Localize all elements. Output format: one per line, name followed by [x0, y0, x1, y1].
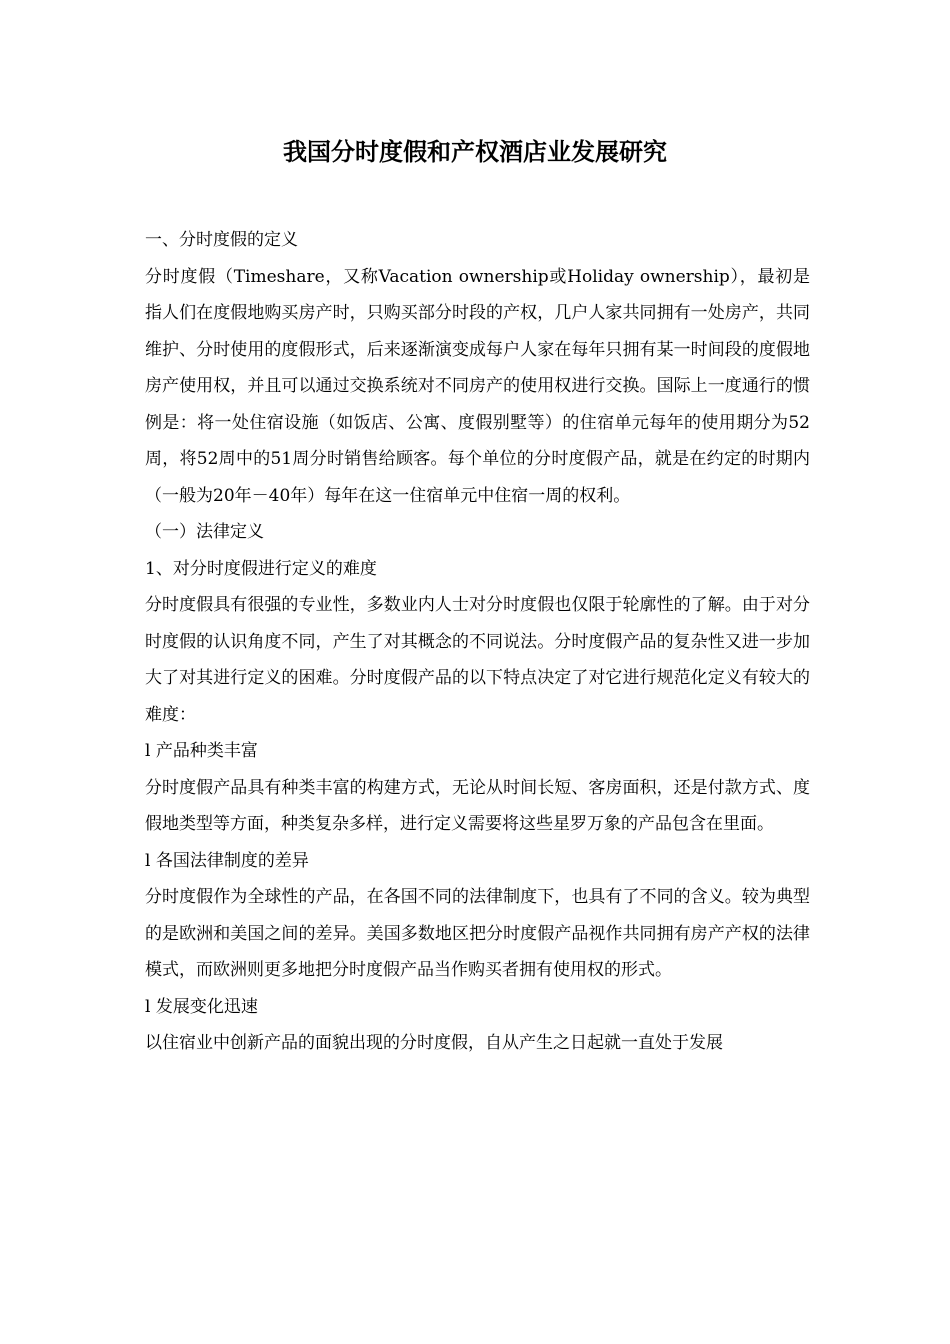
list-item-heading: l 产品种类丰富	[145, 741, 258, 761]
document-body	[145, 222, 810, 1062]
body-paragraph: 分时度假（Timeshare，又称Vacation ownership或Holiday ownership），最初是指人们在度假地购买房产时，只购买部分时段的产权，几户人家共同拥有一处房产，共同维护、分时使用的度假形式，后来逐渐演变成每户人家在每年只拥有某一时间段的度假地房产使用权，并且可以通过交换系统对不同房产的使用权进行交换。国际上一度通行的惯例是：将一处住宿设施（如饭店、公寓、度假别墅等）的住宿单元每年的使用期分为52周，将52周中的51周分时销售给顾客。每个单位的分时度假产品，就是在约定的时期内（一般为20年－40年）每年在这一住宿单元中住宿一周的权利。	[145, 266, 810, 506]
list-item-heading: l 发展变化迅速	[145, 996, 258, 1017]
section-heading: 一、分时度假的定义	[145, 230, 298, 250]
body-paragraph: 分时度假作为全球性的产品，在各国不同的法律制度下，也具有了不同的含义。较为典型的是欧洲和美国之间的差异。美国多数地区把分时度假产品视作共同拥有房产产权的法律模式，而欧洲则更多地把分时度假产品当作购买者拥有使用权的形式。	[145, 887, 810, 980]
body-paragraph: 以住宿业中创新产品的面貌出现的分时度假，自从产生之日起就一直处于发展	[145, 1033, 723, 1053]
document-title: 我国分时度假和产权酒店业发展研究	[283, 137, 667, 166]
subsection-heading: 1、对分时度假进行定义的难度	[145, 558, 377, 579]
body-paragraph: 分时度假具有很强的专业性，多数业内人士对分时度假也仅限于轮廓性的了解。由于对分时度假的认识角度不同，产生了对其概念的不同说法。分时度假产品的复杂性又进一步加大了对其进行定义的困难。分时度假产品的以下特点决定了对它进行规范化定义有较大的难度：	[145, 595, 810, 725]
subsection-heading: （一）法律定义	[145, 522, 264, 542]
list-item-heading: l 各国法律制度的差异	[145, 850, 309, 871]
body-paragraph: 分时度假产品具有种类丰富的构建方式，无论从时间长短、客房面积，还是付款方式、度假地类型等方面，种类复杂多样，进行定义需要将这些星罗万象的产品包含在里面。	[145, 777, 810, 834]
